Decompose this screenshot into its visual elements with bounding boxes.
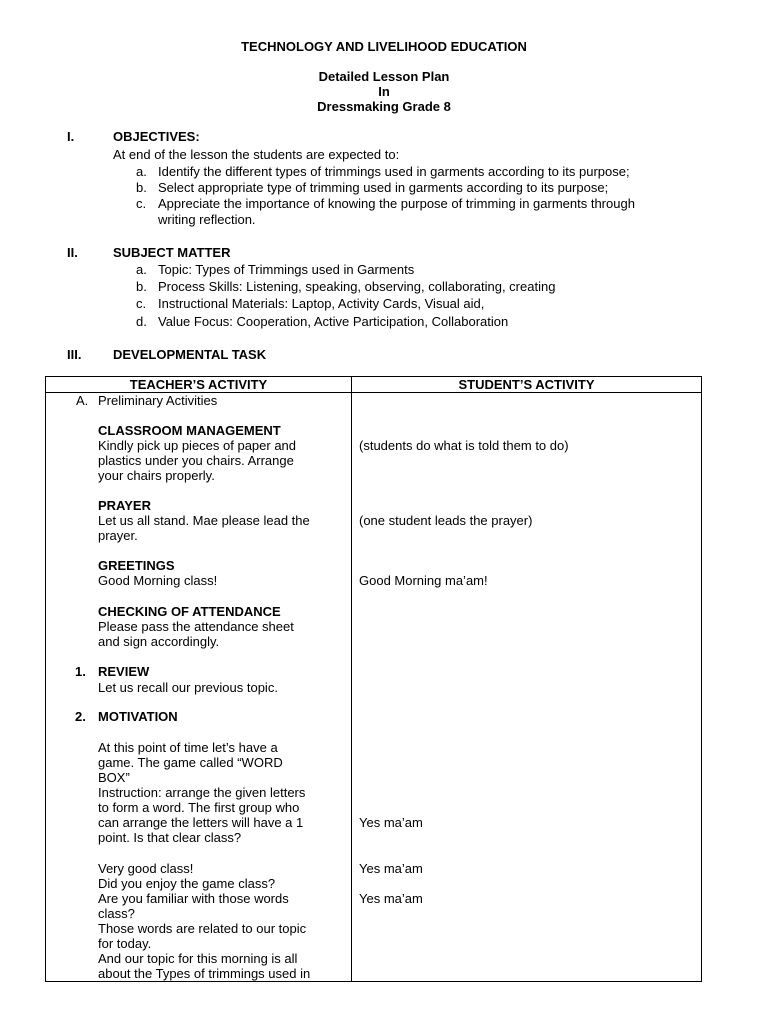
developmental-numeral: III.: [67, 347, 82, 362]
activity-table: [45, 376, 702, 982]
prayer-title: PRAYER: [98, 498, 151, 513]
subject-matter-numeral: II.: [67, 245, 78, 260]
subject-letter: c.: [136, 296, 147, 311]
teacher-line: for today.: [98, 936, 152, 951]
teacher-line: game. The game called “WORD: [98, 755, 283, 770]
student-response: Yes ma’am: [359, 891, 423, 906]
greetings-title: GREETINGS: [98, 558, 175, 573]
teacher-line: Did you enjoy the game class?: [98, 876, 276, 891]
objectives-intro: At end of the lesson the students are expected to:: [113, 147, 400, 162]
teacher-line: And our topic for this morning is all: [98, 951, 298, 966]
teacher-line: Are you familiar with those words: [98, 891, 289, 906]
teacher-line: point. Is that clear class?: [98, 830, 242, 845]
subject-letter: d.: [136, 314, 147, 329]
teacher-line: your chairs properly.: [98, 468, 215, 483]
subject-letter: a.: [136, 262, 147, 277]
teacher-line: Very good class!: [98, 861, 194, 876]
student-response: Yes ma’am: [359, 861, 423, 876]
objective-item: Identify the different types of trimmings used in garments according to its purpose;: [158, 164, 630, 179]
teacher-line: Let us all stand. Mae please lead the: [98, 513, 310, 528]
document-subject: TECHNOLOGY AND LIVELIHOOD EDUCATION: [241, 39, 527, 54]
prelim-letter: A.: [76, 393, 89, 408]
developmental-title: DEVELOPMENTAL TASK: [113, 347, 267, 362]
plan-title: Detailed Lesson Plan: [318, 69, 450, 84]
teacher-line: plastics under you chairs. Arrange: [98, 453, 294, 468]
subject-matter-title: SUBJECT MATTER: [113, 245, 231, 260]
review-title: REVIEW: [98, 664, 150, 679]
objective-item: Select appropriate type of trimming used in garments according to its purpose;: [158, 180, 609, 195]
teacher-line: Good Morning class!: [98, 573, 218, 588]
student-response: Yes ma’am: [359, 815, 423, 830]
teacher-line: prayer.: [98, 528, 138, 543]
course-title: Dressmaking Grade 8: [317, 99, 451, 114]
objective-letter: a.: [136, 164, 147, 179]
teacher-line: Kindly pick up pieces of paper and: [98, 438, 297, 453]
teacher-line: Let us recall our previous topic.: [98, 680, 278, 695]
student-activity-header: STUDENT’S ACTIVITY: [458, 377, 595, 392]
objective-item-continued: writing reflection.: [158, 212, 256, 227]
objective-letter: b.: [136, 180, 147, 195]
student-response: (one student leads the prayer): [359, 513, 533, 528]
objectives-numeral: I.: [67, 129, 75, 144]
teacher-line: Those words are related to our topic: [98, 921, 307, 936]
teacher-line: At this point of time let’s have a: [98, 740, 278, 755]
motivation-title: MOTIVATION: [98, 709, 178, 724]
objectives-title: OBJECTIVES:: [113, 129, 200, 144]
teacher-line: class?: [98, 906, 135, 921]
teacher-activity-header: TEACHER’S ACTIVITY: [129, 377, 268, 392]
student-response: Good Morning ma’am!: [359, 573, 488, 588]
column-divider: [351, 377, 352, 981]
teacher-line: BOX”: [98, 770, 130, 785]
motivation-number: 2.: [75, 709, 86, 724]
teacher-line: Please pass the attendance sheet: [98, 619, 294, 634]
student-response: (students do what is told them to do): [359, 438, 569, 453]
teacher-line: Instruction: arrange the given letters: [98, 785, 306, 800]
teacher-line: about the Types of trimmings used in: [98, 966, 311, 981]
teacher-line: and sign accordingly.: [98, 634, 220, 649]
attendance-title: CHECKING OF ATTENDANCE: [98, 604, 281, 619]
classroom-management-title: CLASSROOM MANAGEMENT: [98, 423, 281, 438]
objective-item: Appreciate the importance of knowing the purpose of trimming in garments through: [158, 196, 635, 211]
prelim-title: Preliminary Activities: [98, 393, 218, 408]
subject-letter: b.: [136, 279, 147, 294]
subject-item: Process Skills: Listening, speaking, observing, collaborating, creating: [158, 279, 556, 294]
plan-in: In: [378, 84, 390, 99]
teacher-line: can arrange the letters will have a 1: [98, 815, 304, 830]
subject-item: Topic: Types of Trimmings used in Garments: [158, 262, 415, 277]
objective-letter: c.: [136, 196, 147, 211]
review-number: 1.: [75, 664, 86, 679]
subject-item: Value Focus: Cooperation, Active Participation, Collaboration: [158, 314, 509, 329]
teacher-line: to form a word. The first group who: [98, 800, 300, 815]
subject-item: Instructional Materials: Laptop, Activity Cards, Visual aid,: [158, 296, 485, 311]
